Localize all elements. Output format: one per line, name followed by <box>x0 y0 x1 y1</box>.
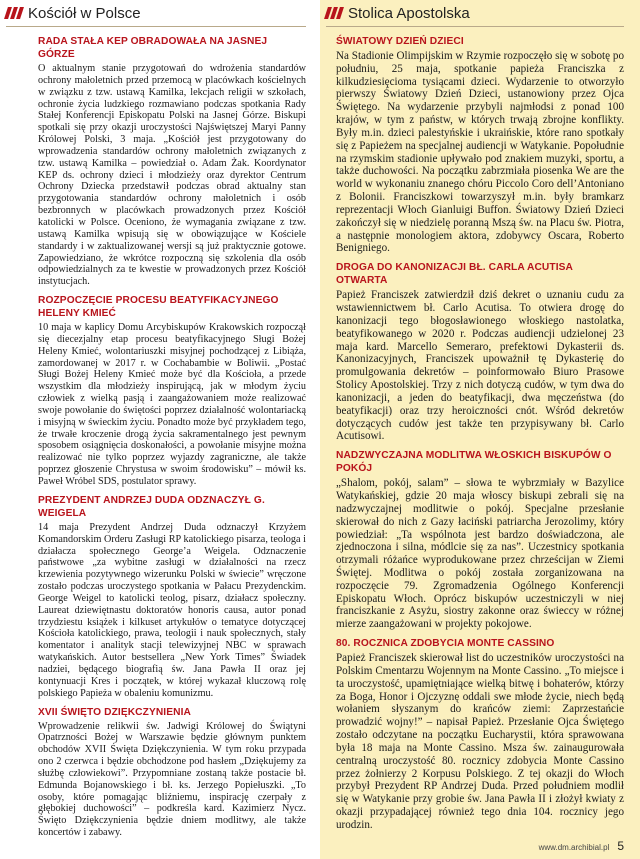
section-bars-icon <box>6 7 22 19</box>
article-dzien-dzieci <box>336 35 624 255</box>
article-modlitwa <box>336 449 624 631</box>
section-header-right <box>326 0 624 27</box>
article-rada-stala <box>38 35 306 288</box>
article-weigel <box>38 494 306 700</box>
article-title: PREZYDENT ANDRZEJ DUDA ODZNACZYŁ G. WEIGELA <box>38 494 265 519</box>
article-title: RADA STAŁA KEP OBRADOWAŁA NA JASNEJ GÓRZE <box>38 36 268 60</box>
article-title: DROGA DO KANONIZACJI BŁ. CARLA ACUTISA OTWARTA <box>336 262 573 287</box>
page-footer <box>539 839 624 853</box>
article-title: ROZPOCZĘCIE PROCESU BEATYFIKACYJNEGO HELENY KMIEĆ <box>38 295 279 320</box>
article-body: 14 maja Prezydent Andrzej Duda odznaczył Krzyżem Komandorskim Orderu Zasługi RP katolickiego pisarza, teologa i działacza społecznego George’a Weigela. Odznaczenie państwowe „za wybitne zasługi w działalności na rzecz krzewienia pozytywnego wizerunku Polski w świecie” wręczone zostało podczas uroczystego spotkania w Pałacu Prezydenckim. George Weigel to katolicki teolog, pisarz, działacz społeczny. Laureat dziewiętnastu doktoratów honoris causa, autor ponad trzydziestu książek i kilkuset artykułów o tematyce dotyczącej Kościoła katolickiego, prawa, teologii i nauk społecznych, stały komentator i analityk stacji telewizyjnej NBC w sprawach watykańskich. Autor bestsellera „New York Times” Świadek nadziei, będącego biografią św. Jana Pawła II oraz jej kontynuacji Kres i początek, w której wykazał kluczową rolę polskiego Papieża w obaleniu komunizmu. <box>38 521 306 699</box>
article-monte-cassino <box>336 637 624 832</box>
footer-url[interactable]: www.dm.archibial.pl <box>538 843 610 852</box>
article-title: XVII ŚWIĘTO DZIĘKCZYNIENIA <box>38 706 191 718</box>
article-body: Wprowadzenie relikwii św. Jadwigi Królowej do Świątyni Opatrzności Bożej w Warszawie będzie głównym punktem obchodów XVII Święta Dziękczynienia. W tym roku przypada ono 2 czerwca i będzie obchodzone pod hasłem „Dziękujemy za służbę człowiekowi”. Przypomniane zostaną także postacie bł. Edmunda Bojanowskiego i bł. ks. Jerzego Popiełuszki. „To osoby, które pomagając bliźniemu, inspirację czerpały z głębokiej duchowości” – podkreśla kard. Kazimierz Nycz. Święto Dziękczynienia będzie dniem modlitwy, ale także koncertów i zabawy. <box>38 720 306 839</box>
article-beatyfikacja <box>38 294 306 488</box>
article-body: Papież Franciszek zatwierdził dziś dekret o uznaniu cudu za wstawiennictwem bł. Carlo Acutisa. To otwiera drogę do kanonizacji tego błogosławionego włoskiego nastolatka, beatyfikowanego w 2020 r. Podczas audiencji udzielonej 23 maja kard. Marcello Semeraro, prefektowi Dykasterii ds. Kanonizacyjnych, Franciszek upoważnił tę Dykasterię do promulgowania dekretów – poinformowało Biuro Prasowe Stolicy Apostolskiej. Trzy z nich dotyczą cudów, w tym dwa do kanonizacji, a jeden do beatyfikacji, dwa męczeństwa (do beatyfikacji) oraz trzy heroiczności cnót. Wśród dekretów dotyczących cudów jest także ten przypisywany bł. Carlo Acutisowi. <box>336 289 624 443</box>
article-body: O aktualnym stanie przygotowań do wdrożenia standardów ochrony małoletnich przed przemocą w placówkach kościelnych w związku z tzw. ustawą Kamilka, lekcjach religii w szkołach, ochronie życia ludzkiego rozmawiano podczas spotkania Rady Stałej Konferencji Episkopatu Polski na Jasnej Górze. Biskupi spotkali się przy okazji uroczystości Najświętszej Maryi Panny Królowej Polski, 3 maja. „Kościół jest przygotowany do wprowadzenia standardów ochrony małoletnich związanych z tzw. ustawą Kamilka – powiedział o. Adam Żak. Koordynator KEP ds. ochrony dzieci i młodzieży oraz dyrektor Centrum Ochrony Dziecka przedstawił podczas obrad aktualny stan przygotowania standardów ochrony małoletnich i osób bezbronnych w placówkach prowadzonych przez Kościół katolicki w Polsce. Oceniono, że wymagania związane z tzw. ustawą Kamilka wpisują się w obowiązujące w Kościele standardy i w zaktualizowanej wersji są już praktycznie gotowe. Zapowiedziano, że wkrótce rozpoczną się szkolenia dla osób odpowiedzialnych za te kwestie w prowadzonych przez Kościół instytucjach. <box>38 63 306 288</box>
article-body: Na Stadionie Olimpijskim w Rzymie rozpoczęło się w sobotę po południu, 25 maja, spotkanie papieża Franciszka z kilkudziesięcioma tysiącami dzieci. Wydarzenie to otworzyło pierwszy Światowy Dzień Dzieci, ustanowiony przez Ojca Świętego. Na wydarzenie przybyli najmłodsi z ponad 100 krajów, w tym z państw, w których trwają zbrojne konflikty. Były m.in. dzieci palestyńskie i ukraińskie, które rano spotkały się z Papieżem na specjalnej audiencji w Watykanie. Popołudnie na rzymskim stadionie upływało pod znakiem muzyki, sportu, a także duchowości. Na początku zabrzmiała piosenka We are the world w wykonaniu znanego chóru Piccolo Coro dell’Antoniano z Bolonii. Franciszkowi towarzyszył m.in. były bramkarz reprezentacji Włoch Gianluigi Buffon. Światowy Dzień Dzieci zakończył się w niedzielę poranną Mszą św. na Placu św. Piotra, a następnie monologiem aktora, zdobywcy Oscara, Roberto Benigniego. <box>336 50 624 255</box>
article-title: NADZWYCZAJNA MODLITWA WŁOSKICH BISKUPÓW O POKÓJ <box>336 450 612 475</box>
article-acutis <box>336 261 624 443</box>
page-number: 5 <box>617 839 624 853</box>
article-body: 10 maja w kaplicy Domu Arcybiskupów Krakowskich rozpoczął się diecezjalny etap procesu beatyfikacyjnego Sługi Bożej Heleny Kmieć, wolontariuszki misyjnej pochodzącej z Libiąża, zamordowanej w 2017 r. w Cochabambie w Boliwii. „Postać Sługi Bożej Heleny Kmieć może być dla Kościoła, a przede wszystkim dla młodzieży inspirującą, jak w młodym życiu człowiek z wielką pasją i zaangażowaniem może realizować swoje powołanie do świętości poprzez działalność wolontariacką i misyjną w świeckim życiu. Ponadto może być przykładem tego, że trwałe kroczenie drogą życia sakramentalnego jest pewnym sposobem osiągnięcia doskonałości, a powołanie misyjne można realizować nie tylko poprzez wyjazdy zagraniczne, ale także poprzez głoszenie Chrystusa w swoim środowisku” – mówił ks. Paweł Wróbel SDS, postulator sprawy. <box>38 322 306 487</box>
section-title-right: Stolica Apostolska <box>348 4 470 22</box>
right-column <box>320 0 640 859</box>
article-swieto <box>38 706 306 839</box>
section-title-left: Kościół w Polsce <box>28 4 141 22</box>
article-title: 80. ROCZNICA ZDOBYCIA MONTE CASSINO <box>336 638 555 650</box>
article-body: „Shalom, pokój, salam” – słowa te wybrzmiały w Bazylice Watykańskiej, gdzie 20 maja włoscy biskupi zebrali się na nadzwyczajnej modlitwie o pokój. Specjalne przesłanie skierował do nich z Gazy łaciński patriarcha Jerozolimy, który powiedział: „Ta wspólnota jest bardzo doświadczona, ale zjednoczona i silna, módlcie się za nas”. Uczestnicy spotkania otrzymali różańce wyprodukowane przez chrześcijan w Ziemi Świętej. Modlitwa o pokój została zorganizowana na rozpoczęcie 79. Zgromadzenia Ogólnego Konferencji Episkopatu Włoch. Oprócz biskupów uczestniczyli w niej franciszkanie z Asyżu, siostry zakonne oraz świeccy w różnej mierze zaangażowani w projekty pokojowe. <box>336 477 624 631</box>
section-bars-icon <box>326 7 342 19</box>
article-body: Papież Franciszek skierował list do uczestników uroczystości na Polskim Cmentarzu Wojennym na Monte Cassino. „To miejsce i ta uroczystość, upamiętniające wielką bitwę i bohaterów, którzy za Boga, Honor i Ojczyznę oddali swe młode życie, niech będą wołaniem słyszanym do krańców ziemi: Zaprzestańcie prowadzić wojny!” – napisał Papież. Przesłanie Ojca Świętego zostało odczytane na początku Eucharystii, która sprawowana była 18 maja na Monte Cassino. Msza św. zainaugurowała centralną uroczystość 80. rocznicy zdobycia Monte Cassino przez żołnierzy 2 Korpusu Polskiego. Z tej okazji do Włoch przybył Prezydent RP Andrzej Duda. Przed południem modlił się w Watykanie przy grobie św. Jana Pawła II i złożył kwiaty z okazji przypadającej również tego dnia 104. rocznicy jego urodzin. <box>336 652 624 831</box>
article-title: ŚWIATOWY DZIEŃ DZIECI <box>336 36 464 47</box>
section-header-left <box>6 0 306 27</box>
